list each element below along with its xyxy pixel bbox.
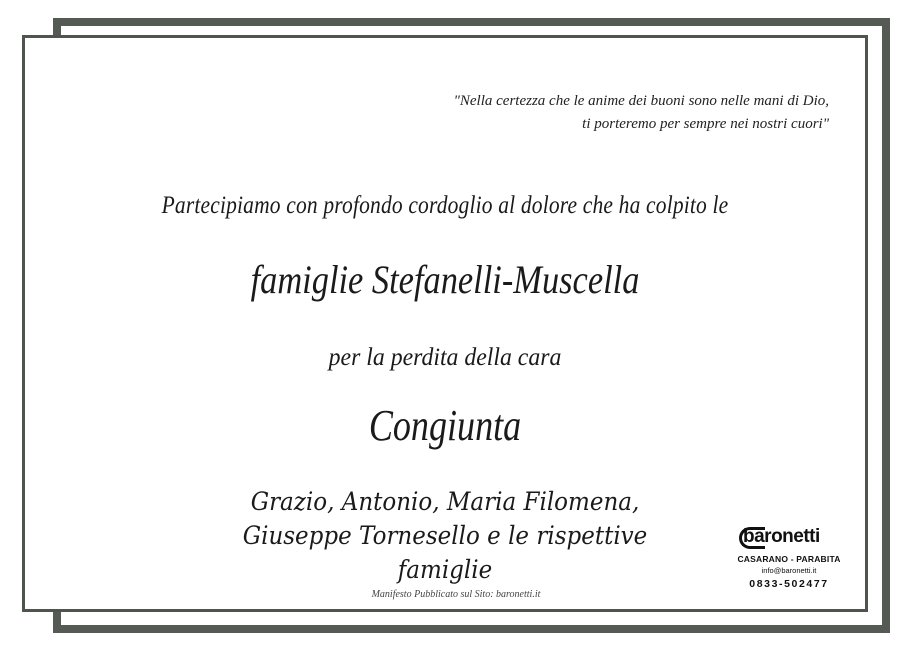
mourners-list xyxy=(59,485,832,587)
mourners-line-3: famiglie xyxy=(397,555,493,584)
deceased-label: Congiunta xyxy=(368,401,522,450)
loss-text: per la perdita della cara xyxy=(328,344,562,371)
quote-line-2: ti porteremo per sempre nei nostri cuori" xyxy=(582,116,829,132)
family-name: famiglie Stefanelli-Muscella xyxy=(250,257,640,302)
baronetti-logo xyxy=(735,526,843,590)
published-note: Manifesto Pubblicato sul Sito: baronetti.it xyxy=(371,589,541,600)
mourners-line-1: Grazio, Antonio, Maria Filomena, xyxy=(250,487,640,516)
quote xyxy=(454,90,829,136)
quote-line-1: "Nella certezza che le anime dei buoni sono nelle mani di Dio, xyxy=(453,93,829,109)
logo-email: info@baronetti.it xyxy=(761,566,817,575)
logo-phone: 0833-502477 xyxy=(749,578,829,590)
logo-brand: baronetti xyxy=(743,526,820,547)
logo-cities: CASARANO - PARABITA xyxy=(737,554,841,564)
mourners-line-2: Giuseppe Tornesello e le rispettive xyxy=(242,521,648,550)
intro-text: Partecipiamo con profondo cordoglio al dolore che ha colpito le xyxy=(161,192,729,219)
